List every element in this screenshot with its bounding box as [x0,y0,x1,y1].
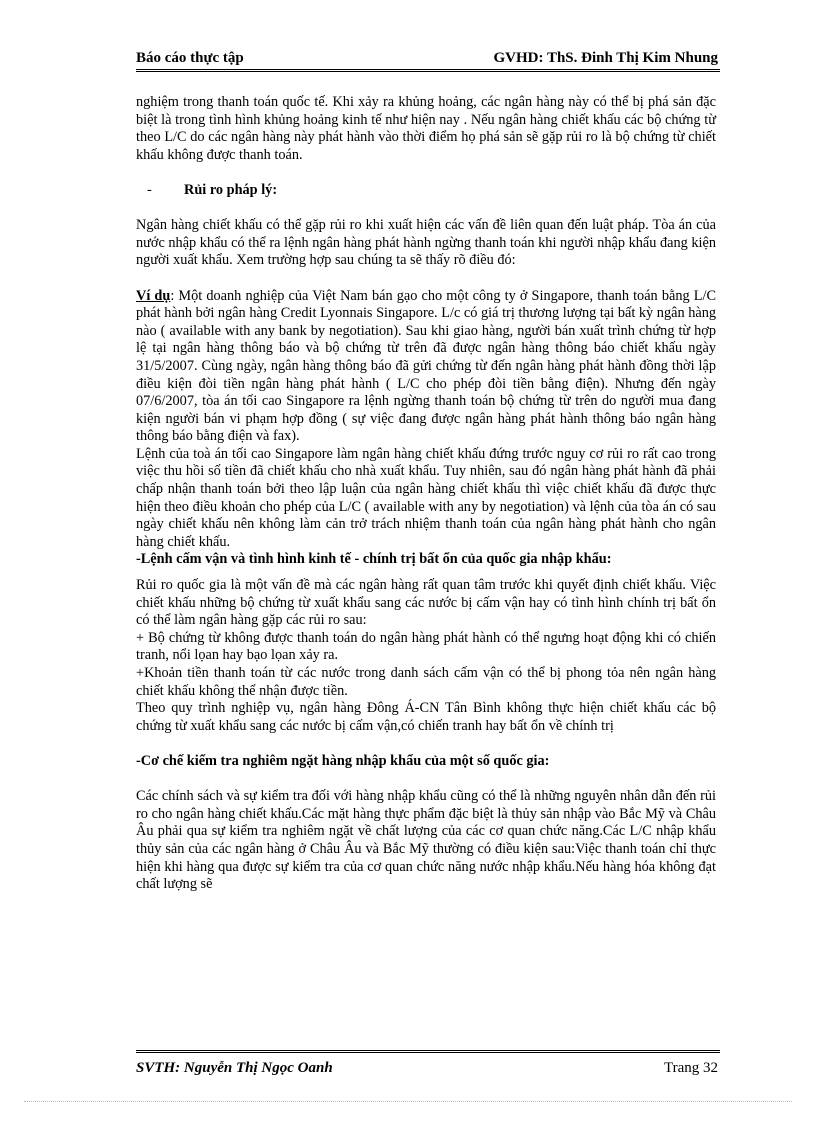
page-body [136,94,716,894]
heading-legal-risk-dash: - [147,181,152,198]
paragraph-legal-risk: Ngân hàng chiết khấu có thể gặp rủi ro khi xuất hiện các vấn đề liên quan đến luật pháp. Tòa án của nước nhập khẩu có thể ra lệnh ngân hàng phát hành ngừng thanh toán khi người nhập khẩu đang kiện người xuất khẩu. Xem trường hợp sau chúng ta sẽ thấy rõ điều đó: [136,217,716,269]
paragraph-frozen-funds: +Khoản tiền thanh toán từ các nước trong danh sách cấm vận có thể bị phong tỏa nên ngân hàng chiết khấu không thể nhận được tiền. [136,665,716,699]
heading-embargo: -Lệnh cấm vận và tình hình kinh tế - chính trị bất ổn của quốc gia nhập khẩu: [136,551,612,568]
heading-legal-risk-text: Rủi ro pháp lý: [184,181,278,198]
page-footer [136,1050,720,1079]
paragraph-bank-bankruptcy: nghiệm trong thanh toán quốc tế. Khi xảy ra khủng hoảng, các ngân hàng này có thể bị phá sản đặc biệt là trong tình hình khủng hoảng kinh tế như hiện nay . Nếu ngân hàng chiết khấu các bộ chứng từ theo L/C do các ngân hàng này phát hành vào thời điểm họ phá sản sẽ gặp rủi ro là bộ chứng từ chiết khấu không được thanh toán. [136,94,716,163]
paragraph-example [136,288,716,446]
header-report-title: Báo cáo thực tập [136,50,244,66]
footer-page-number: Trang 32 [663,1060,718,1076]
paragraph-war-risk: + Bộ chứng từ không được thanh toán do ngân hàng phát hành có thể ngưng hoạt động khi có chiến tranh, nổi lọan hay bạo lọan xảy ra. [136,629,716,664]
example-label: Ví dụ [136,287,171,304]
heading-legal-risk [136,182,716,200]
header-supervisor: GVHD: ThS. Đinh Thị Kim Nhung [493,50,718,66]
heading-import-inspection: -Cơ chế kiểm tra nghiêm ngặt hàng nhập khẩu của một số quốc gia: [136,752,550,769]
example-text: : Một doanh nghiệp của Việt Nam bán gạo cho một công ty ở Singapore, thanh toán bằng L/C phát hành bởi ngân hàng Credit Lyonnais Singapore. L/c có giá trị thương lượng tại bất kỳ ngân hàng nào ( available with any bank by negotiation). Sau khi giao hàng, người bán xuất trình chứng từ hợp lệ tại ngân hàng thông báo và bộ chứng từ trên đã được ngân hàng thông báo chiết khấu ngày 31/5/2007. Cùng ngày, ngân hàng thông báo đã gửi chứng từ đến ngân hàng phát hành đồng thời lập điều kiện đòi tiền ngân hàng phát hành ( L/C cho phép đòi tiền bằng điện). Nhưng đến ngày 07/6/2007, tòa án tối cao Singapore ra lệnh ngừng thanh toán bộ chứng từ trên do người mua đang kiện người bán vi phạm hợp đồng ( sự việc đang được ngân hàng phát hành thông báo ngân hàng thông báo bằng điện và fax). [136,287,716,445]
page-header [136,49,720,72]
footer-student-name: SVTH: Nguyễn Thị Ngọc Oanh [136,1060,333,1076]
page-bottom-rule [24,1101,792,1102]
paragraph-country-risk: Rủi ro quốc gia là một vấn đề mà các ngân hàng rất quan tâm trước khi quyết định chiết khấu. Việc chiết khấu những bộ chứng từ xuất khẩu sang các nước bị cấm vận hay có tình hình chính trị bất ổn có thể làm ngân hàng gặp các rủi ro sau: [136,577,716,629]
paragraph-dong-a-policy: Theo quy trình nghiệp vụ, ngân hàng Đông Á-CN Tân Bình không thực hiện chiết khấu các bộ chứng từ xuất khẩu sang các nước bị cấm vận,có chiến tranh hay bất ổn về chính trị [136,700,716,734]
paragraph-court-order: Lệnh của toà án tối cao Singapore làm ngân hàng chiết khấu đứng trước nguy cơ rủi ro rất cao trong việc thu hồi số tiền đã chiết khấu cho nhà xuất khẩu. Tuy nhiên, sau đó ngân hàng phát hành đã phải chấp nhận thanh toán bởi theo lập luận của ngân hàng chiết khấu thì việc chiết khấu đã được thực hiện theo điều khoản cho phép của L/C ( available with any by negotiation) và lệnh của tòa án có sau ngày chiết khấu nên không làm cản trở trách nhiệm thanh toán của ngân hàng phát hành cho ngân hàng chiết khấu. [136,445,716,550]
paragraph-import-inspection: Các chính sách và sự kiểm tra đối với hàng nhập khẩu cũng có thể là những nguyên nhân dẫn đến rủi ro cho ngân hàng chiết khấu.Các mặt hàng thực phẩm đặc biệt là thủy sản nhập vào Bắc Mỹ và Châu Âu phải qua sự kiểm tra nghiêm ngặt về chất lượng của các cơ quan chức năng.Các L/C nhập khẩu thủy sản của các ngân hàng ở Châu Âu và Bắc Mỹ thường có điều kiện sau:Việc thanh toán chỉ thực hiện khi hàng qua được sự kiểm tra của cơ quan chức năng nước nhập khẩu.Nếu hàng hóa không đạt chất lượng sẽ [136,788,716,893]
